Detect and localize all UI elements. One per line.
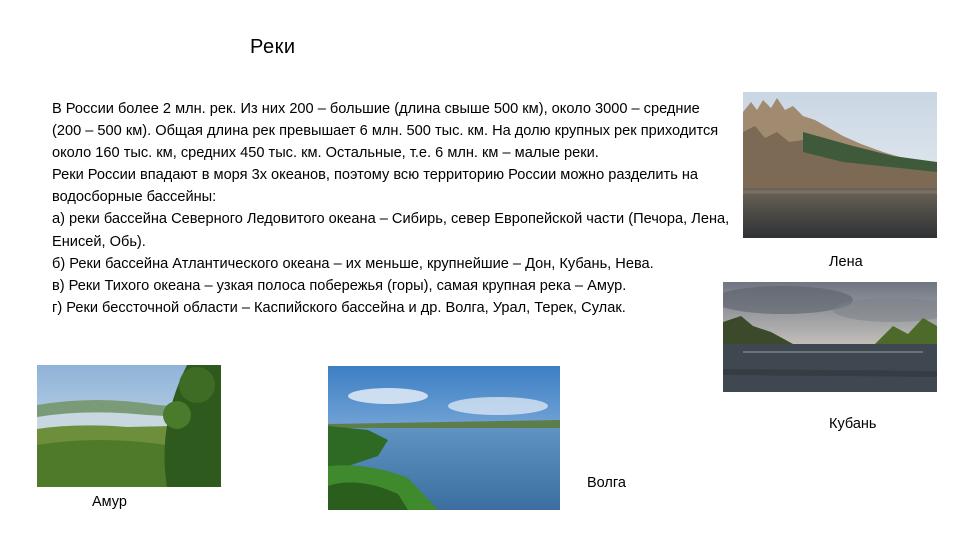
lena-photo	[743, 92, 937, 238]
amur-photo	[37, 365, 221, 487]
lena-caption: Лена	[829, 254, 863, 270]
kuban-photo	[723, 282, 937, 392]
paragraph-overview: В России более 2 млн. рек. Из них 200 – большие (длина свыше 500 км), около 3000 – средние (200 – 500 км). Общая длина рек превышает 6 млн. 500 тыс. км. На долю крупных рек приходится около 160 тыс. км, средних 450 тыс. км. Остальные, т.е. 6 млн. км – малые реки.	[52, 101, 719, 162]
paragraph-endorheic-basin: г) Реки бессточной области – Каспийского бассейна и др. Волга, Урал, Терек, Сулак.	[52, 299, 626, 316]
paragraph-pacific-basin: в) Реки Тихого океана – узкая полоса побережья (горы), самая крупная река – Амур.	[52, 277, 627, 294]
kuban-caption: Кубань	[829, 416, 877, 432]
volga-photo	[328, 366, 560, 510]
slide-title: Реки	[250, 36, 296, 58]
paragraph-atlantic-basin: б) Реки бассейна Атлантического океана – их меньше, крупнейшие – Дон, Кубань, Нева.	[52, 255, 654, 272]
body-text	[52, 98, 732, 319]
volga-caption: Волга	[587, 475, 626, 491]
paragraph-basins-intro: Реки России впадают в моря 3х океанов, поэтому всю территорию России можно разделить на водосборные бассейны:	[52, 167, 699, 206]
paragraph-arctic-basin: а) реки бассейна Северного Ледовитого океана – Сибирь, север Европейской части (Печора, Лена, Енисей, Обь).	[52, 211, 730, 250]
amur-caption: Амур	[92, 494, 127, 510]
